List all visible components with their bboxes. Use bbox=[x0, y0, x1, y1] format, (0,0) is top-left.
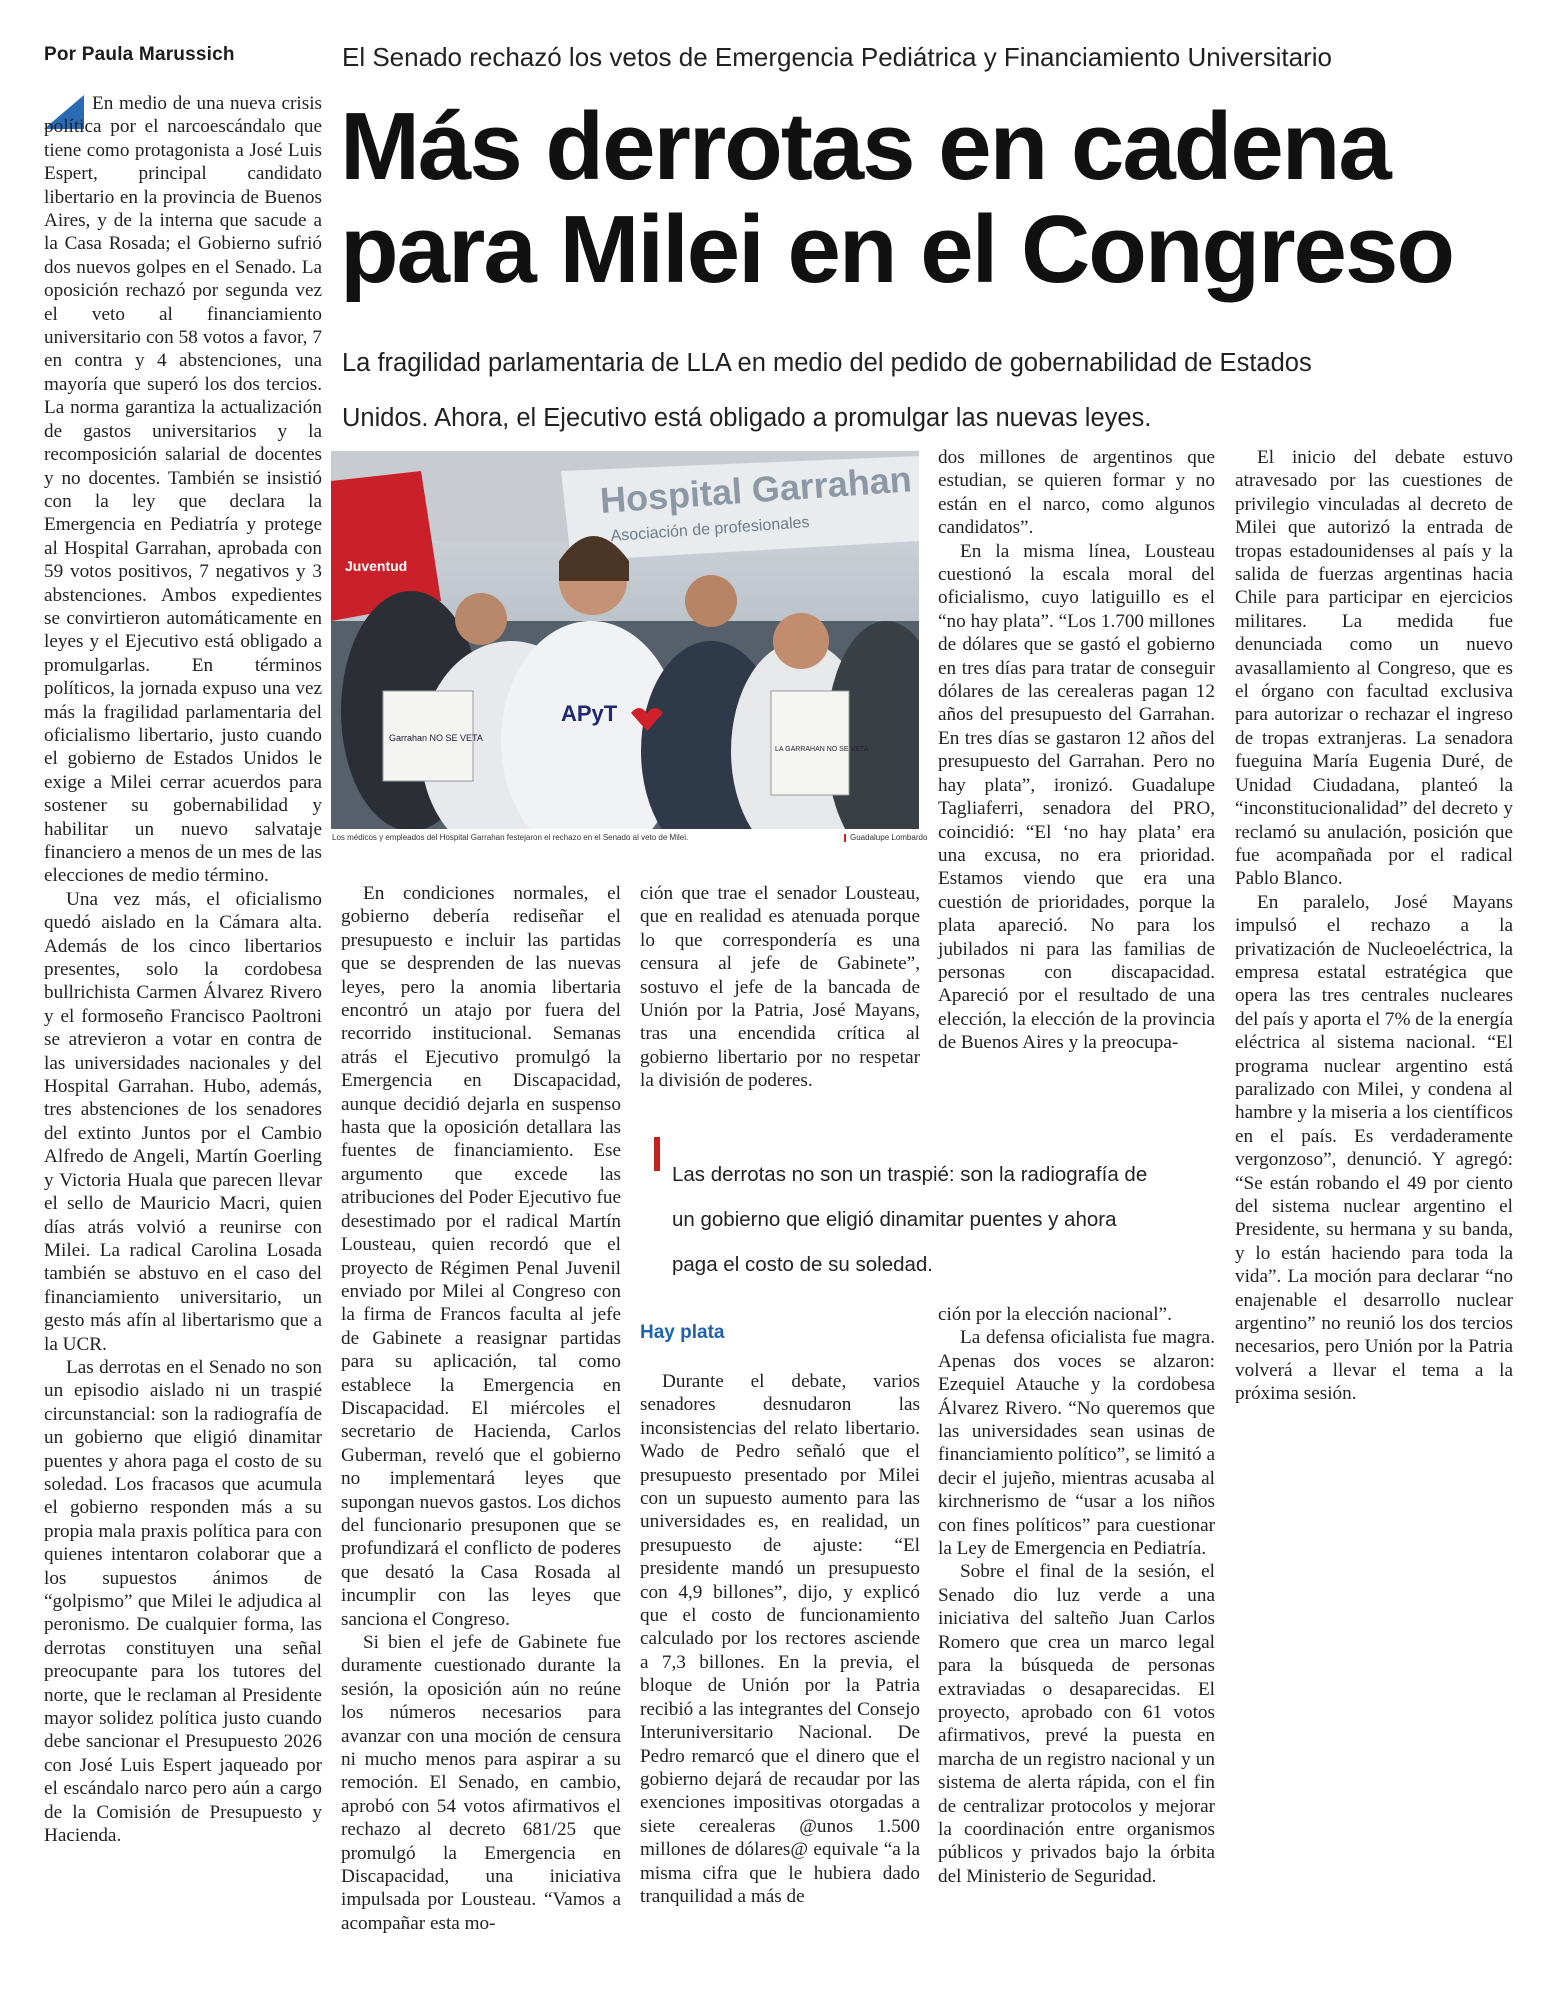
paragraph: En medio de una nueva crisis política por el narcoescándalo que tiene como protagonista a José Luis Espert, principal candidato libertario en la provincia de Buenos Aires, y de la interna que sacude a la Casa Rosada; el Gobierno sufrió dos nuevos golpes en el Senado. La oposición rechazó por segunda vez el veto al financiamiento universitario con 58 votos a favor, 7 en contra y 4 abstenciones, una mayoría que superó los dos tercios. La norma garantiza la actualización de gastos universitarios y la recomposición salarial de docentes y no docentes. También se insistió con la ley que declara la Emergencia en Pediatría y protege al Hospital Garrahan, aprobada con 59 votos positivos, 7 negativos y 3 abstenciones. Ambos expedientes se convirtieron automáticamente en leyes y el Ejecutivo está obligado a promulgarlas. En términos políticos, la jornada expuso una vez más la fragilidad parlamentaria del oficialismo libertario, justo cuando el gobierno de Estados Unidos le exige a Milei cerrar acuerdos para sostener su gobernabilidad y habilitar un nuevo salvataje financiero a menos de un mes de las elecciones de medio término. bbox=[44, 93, 322, 887]
photo-banner-text: Hospital Garrahan bbox=[598, 458, 913, 521]
pull-quote-bar bbox=[654, 1137, 660, 1171]
photo-credit: Guadalupe Lombardo bbox=[850, 833, 928, 842]
paragraph: ción por la elección nacional”. bbox=[938, 1304, 1172, 1325]
column-3-bottom bbox=[640, 1370, 920, 1985]
deck: La fragilidad parlamentaria de LLA en medio del pedido de gobernabilidad de Estados Unidos. Ahora, el Ejecutivo está obligado a promulgar las nuevas leyes. bbox=[342, 349, 1312, 432]
paragraph: En condiciones normales, el gobierno debería rediseñar el presupuesto e incluir las partidas que se desprenden de las nuevas leyes, pero la anomia libertaria encontró un atajo por fuera del recorrido institucional. Semanas atrás el Ejecutivo promulgó la Emergencia en Discapacidad, aunque decidió dejarla en suspenso hasta que la oposición detallara las fuentes de financiamiento. Ese argumento que excede las atribuciones del Poder Ejecutivo fue desestimado por el radical Martín Lousteau, quien recordó que el proyecto de Régimen Penal Juvenil enviado por Milei al Congreso con la firma de Francos faculta al jefe de Gabinete a reasignar partidas para su aplicación, tal como establece la Emergencia en Discapacidad. El miércoles el secretario de Hacienda, Carlos Guberman, reveló que el gobierno no implementará leyes que supongan nuevos gastos. Los dichos del funcionario presuponen que se profundizará el conflicto de poderes que desató la Casa Rosada al incumplir con las leyes que sanciona el Congreso. bbox=[341, 883, 621, 1630]
column-4-bottom bbox=[938, 1303, 1215, 1983]
paragraph: dos millones de argentinos que estudian, se quieren formar y no están en el narco, como algunos candidatos”. bbox=[938, 447, 1215, 539]
paragraph: Sobre el final de la sesión, el Senado dio luz verde a una iniciativa del salteño Juan Carlos Romero que crea un marco legal para la búsqueda de personas extraviadas o desaparecidas. El proyecto, aprobado con 61 votos afirmativos, prevé la puesta en marcha de un registro nacional y un sistema de alerta rápida, con el fin de centralizar protocolos y mejorar la coordinación entre organismos públicos y privados bajo la órbita del Ministerio de Seguridad. bbox=[938, 1561, 1215, 1887]
photo-caption: Los médicos y empleados del Hospital Garrahan festejaron el rechazo en el Senado al veto de Milei. bbox=[332, 833, 689, 842]
byline: Por Paula Marussich bbox=[44, 44, 235, 65]
kicker: El Senado rechazó los vetos de Emergencia Pediátrica y Financiamiento Universitario bbox=[342, 42, 1332, 72]
photo-sign-3: LA GARRAHAN NO SE VETA bbox=[775, 746, 869, 753]
column-5 bbox=[1235, 446, 1513, 1986]
column-2 bbox=[341, 882, 621, 1982]
column-4-top bbox=[938, 446, 1215, 1086]
headline: Más derrotas en cadena para Milei en el Congreso bbox=[340, 93, 1453, 303]
column-1 bbox=[44, 92, 322, 1972]
pull-quote: Las derrotas no son un traspié: son la radiografía de un gobierno que eligió dinamitar puentes y ahora paga el costo de su soledad. bbox=[672, 1163, 1148, 1276]
paragraph: En paralelo, José Mayans impulsó el rechazo a la privatización de Nucleoeléctrica, la empresa estatal estratégica que opera las tres centrales nucleares del país y aporta el 7% de la energía eléctrica al sistema nacional. “El programa nuclear argentino está paralizado con Milei, y condena al hambre y la miseria a los científicos en el país. Es verdaderamente vergonzoso”, denunció. Y agregó: “Se están robando el 49 por ciento del sistema nuclear argentino el Presidente, su hermana y su banda, y lo están haciendo para toda la vida”. La moción para declarar “no enajenable el desarrollo nuclear argentino” no reunió los dos tercios necesarios, pero Unión por la Patria volverá a llevar el tema a la próxima sesión. bbox=[1235, 891, 1513, 1405]
photo-illustration bbox=[331, 451, 919, 829]
news-photo bbox=[331, 451, 919, 829]
photo-sign-2: APyT bbox=[561, 701, 618, 726]
paragraph: ción que trae el senador Lousteau, que en realidad es atenuada porque lo que correspondería es una censura al jefe de Gabinete”, sostuvo el jefe de la bancada de Unión por la Patria, José Mayans, tras una encendida crítica al gobierno libertario por no respetar la división de poderes. bbox=[640, 883, 920, 1092]
column-3-top bbox=[640, 882, 920, 1122]
paragraph: En la misma línea, Lousteau cuestionó la escala moral del oficialismo, cuyo latiguillo es el “no hay plata”. “Los 1.700 millones de dólares que se gastó el gobierno en tres días para tratar de conseguir dólares de las cerealeras pagan 12 años del presupuesto del Garrahan. En tres días se gastaron 12 años del presupuesto del Garrahan. Pero no hay plata”, ironizó. Guadalupe Tagliaferri, senadora del PRO, coincidió: “El ‘no hay plata’ era una excusa, no era prioridad. Estamos viendo que era una cuestión de prioridades, porque la plata apareció. No para los jubilados ni para las familias de personas con discapacidad. Apareció por el resultado de una elección, la elección de la provincia de Buenos Aires y la preocupa- bbox=[938, 540, 1215, 1054]
paragraph: Las derrotas en el Senado no son un episodio aislado ni un traspié circunstancial: son la radiografía de un gobierno que eligió dinamitar puentes y ahora paga el costo de su soledad. Los fracasos que acumula el gobierno responden más a su propia mala praxis política para con quienes intentaron colaborar que a los supuestos ánimos de “golpismo” que Milei le adjudica al peronismo. De cualquier forma, las derrotas constituyen una señal preocupante para los tutores del norte, que le reclaman al Presidente mayor solidez política justo cuando debe sancionar el Presupuesto 2026 con José Luis Espert jaqueado por el escándalo narco pero aún a cargo de la Comisión de Presupuesto y Hacienda. bbox=[44, 1356, 322, 1847]
paragraph: Una vez más, el oficialismo quedó aislado en la Cámara alta. Además de los cinco libertarios presentes, solo la cordobesa bullrichista Carmen Álvarez Rivero y el formoseño Francisco Paoltroni se atrevieron a votar en contra de las universidades nacionales y del Hospital Garrahan. Hubo, además, tres abstenciones de los senadores del extinto Juntos por el Cambio Alfredo de Angeli, Martín Goerling y Victoria Huala que parecen llevar el sello de Mauricio Macri, quien días atrás volvió a reunirse con Milei. La radical Carolina Losada también se abstuvo en el caso del financiamiento universitario, un gesto más afín al libertarismo que a la UCR. bbox=[44, 888, 322, 1355]
paragraph: Si bien el jefe de Gabinete fue duramente cuestionado durante la sesión, la oposición aún no reúne los números necesarios para avanzar con una moción de censura ni mucho menos para aspirar a su remoción. El Senado, en cambio, aprobó con 54 votos afirmativos el rechazo al decreto 681/25 que promulgó la Emergencia en Discapacidad, una iniciativa impulsada por Lousteau. “Vamos a acompañar esta mo- bbox=[341, 1632, 621, 1934]
paragraph: La defensa oficialista fue magra. Apenas dos voces se alzaron: Ezequiel Atauche y la cordobesa Álvarez Rivero. “No queremos que las universidades sean usinas de financiamiento político”, se limitó a decir el jujeño, mientras acusaba al kirchnerismo de “usar a los niños con fines políticos” para cuestionar la Ley de Emergencia en Pediatría. bbox=[938, 1327, 1215, 1560]
photo-banner-left: Juventud bbox=[345, 558, 408, 574]
photo-sign-1: Garrahan NO SE VETA bbox=[389, 733, 483, 743]
paragraph: Durante el debate, varios senadores desnudaron las inconsistencias del relato libertario. Wado de Pedro señaló que el presupuesto presentado por Milei con un supuesto aumento para las universidades es, en realidad, un presupuesto de ajuste: “El presidente mandó un presupuesto con 4,9 billones”, dijo, y explicó que el costo de funcionamiento calculado por los rectores asciende a 7,3 billones. En la previa, el bloque de Unión por la Patria recibió a las integrantes del Consejo Interuniversitario Nacional. De Pedro remarcó que el dinero que el gobierno dejará de recaudar por las exenciones impositivas otorgadas a siete cerealeras @unos 1.500 millones de dólares@ equivale “a la misma cifra que le hubiera dado tranquilidad a más de bbox=[640, 1371, 920, 1907]
credit-marker bbox=[844, 834, 846, 842]
photo-banner-sub: Asociación de profesionales bbox=[610, 514, 811, 545]
subhead: Hay plata bbox=[640, 1322, 725, 1343]
paragraph: El inicio del debate estuvo atravesado por las cuestiones de privilegio vinculadas al decreto de Milei que autorizó la entrada de tropas estadounidenses al país y la salida de fuerzas argentinas hacia Chile para participar en ejercicios militares. La medida fue denunciada como un nuevo avasallamiento al Congreso, que es el órgano con facultad exclusiva para autorizar o rechazar el ingreso de tropas extranjeras. La senadora fueguina María Eugenia Duré, de Unidad Ciudadana, planteó la “inconstitucionalidad” del decreto y reclamó su anulación, posición que fue acompañada por el radical Pablo Blanco. bbox=[1235, 447, 1513, 890]
